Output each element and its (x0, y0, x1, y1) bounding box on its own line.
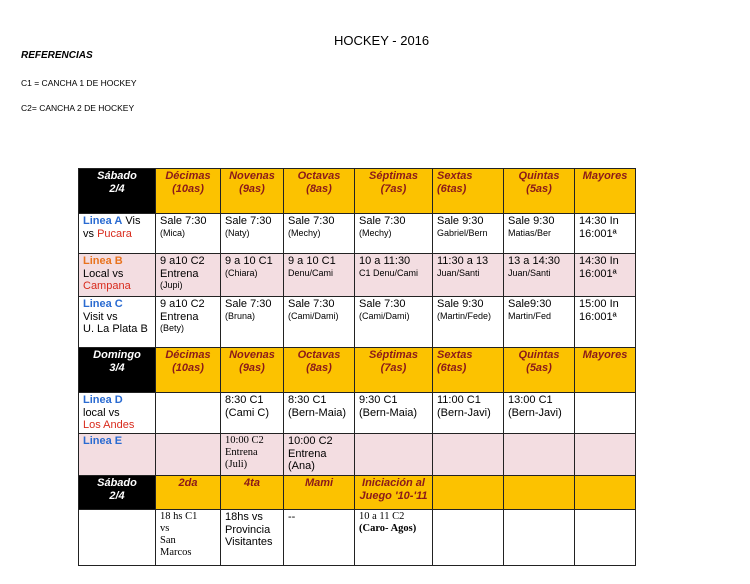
header-mami: Mami (284, 475, 355, 509)
day-cell: Domingo 3/4 (79, 348, 156, 393)
linea-d-label: Linea D local vs Los Andes (79, 393, 156, 434)
schedule-table (78, 168, 636, 566)
table-cell: 8:30 C1 (Bern-Maia) (284, 393, 355, 434)
header-empty (504, 475, 575, 509)
table-cell: 10 a 11 C2 (Caro- Agos) (355, 509, 433, 565)
header-novenas: Novenas (9as) (221, 169, 284, 214)
header-iniciacion: Iniciación al Juego '10-'11 (355, 475, 433, 509)
table-cell: Sale9:30 Martin/Fed (504, 297, 575, 348)
table-cell: Sale 9:30 (Martin/Fede) (433, 297, 504, 348)
reference-c2: C2= CANCHA 2 DE HOCKEY (21, 103, 135, 113)
table-cell: Sale 7:30 (Mechy) (355, 214, 433, 254)
table-cell: 18 hs C1 vs San Marcos (156, 509, 221, 565)
table-cell: 14:30 In 16:001ª (575, 254, 636, 297)
table-cell (355, 433, 433, 475)
table-cell (156, 433, 221, 475)
header-novenas: Novenas (9as) (221, 348, 284, 393)
header-septimas: Séptimas (7as) (355, 348, 433, 393)
table-cell: Sale 7:30 (Mica) (156, 214, 221, 254)
table-cell: 8:30 C1 (Cami C) (221, 393, 284, 434)
header-mayores: Mayores (575, 348, 636, 393)
table-cell (575, 509, 636, 565)
table-cell: Sale 9:30 Matias/Ber (504, 214, 575, 254)
table-cell: 9:30 C1 (Bern-Maia) (355, 393, 433, 434)
table-cell: Sale 7:30 (Naty) (221, 214, 284, 254)
table-cell: Sale 7:30 (Cami/Dami) (284, 297, 355, 348)
table-cell: 15:00 In 16:001ª (575, 297, 636, 348)
table-cell (575, 393, 636, 434)
table-cell: 9 a10 C2 Entrena (Jupi) (156, 254, 221, 297)
table-cell: 14:30 In 16:001ª (575, 214, 636, 254)
page-title: HOCKEY - 2016 (334, 33, 430, 48)
linea-b-label: Linea B Local vs Campana (79, 254, 156, 297)
table-cell (79, 509, 156, 565)
linea-d-row (79, 393, 636, 434)
table-cell: 11:00 C1 (Bern-Javi) (433, 393, 504, 434)
table-cell (575, 433, 636, 475)
table-cell: Sale 7:30 (Cami/Dami) (355, 297, 433, 348)
saturday-extra-row (79, 509, 636, 565)
table-cell: 9 a10 C2 Entrena (Bety) (156, 297, 221, 348)
table-cell: 13 a 14:30 Juan/Santi (504, 254, 575, 297)
table-cell (504, 433, 575, 475)
table-cell: 18hs vs Provincia Visitantes (221, 509, 284, 565)
table-cell (504, 509, 575, 565)
header-4ta: 4ta (221, 475, 284, 509)
linea-e-row (79, 433, 636, 475)
sunday-header-row (79, 348, 636, 393)
linea-e-label: Linea E (79, 433, 156, 475)
linea-b-row (79, 254, 636, 297)
references-heading: REFERENCIAS (21, 50, 93, 61)
table-cell: Sale 7:30 (Bruna) (221, 297, 284, 348)
table-cell (433, 433, 504, 475)
header-sextas: Sextas (6tas) (433, 169, 504, 214)
header-empty (433, 475, 504, 509)
header-octavas: Octavas (8as) (284, 169, 355, 214)
day-cell: Sábado 2/4 (79, 475, 156, 509)
header-octavas: Octavas (8as) (284, 348, 355, 393)
header-quintas: Quintas (5as) (504, 348, 575, 393)
table-cell: Sale 7:30 (Mechy) (284, 214, 355, 254)
linea-c-label: Linea C Visit vs U. La Plata B (79, 297, 156, 348)
table-cell: 10:00 C2 Entrena (Ana) (284, 433, 355, 475)
linea-c-row (79, 297, 636, 348)
header-sextas: Sextas (6tas) (433, 348, 504, 393)
linea-a-label: Linea A Vis vs Pucara (79, 214, 156, 254)
table-cell: 9 a 10 C1 Denu/Cami (284, 254, 355, 297)
table-cell (433, 509, 504, 565)
header-quintas: Quintas (5as) (504, 169, 575, 214)
header-2da: 2da (156, 475, 221, 509)
table-cell: 9 a 10 C1 (Chiara) (221, 254, 284, 297)
table-cell: 10:00 C2 Entrena (Juli) (221, 433, 284, 475)
table-cell: 11:30 a 13 Juan/Santi (433, 254, 504, 297)
saturday-header-row (79, 169, 636, 214)
table-cell: -- (284, 509, 355, 565)
header-empty (575, 475, 636, 509)
header-septimas: Séptimas (7as) (355, 169, 433, 214)
header-decimas: Décimas (10as) (156, 169, 221, 214)
linea-a-row (79, 214, 636, 254)
table-cell: 10 a 11:30 C1 Denu/Cami (355, 254, 433, 297)
reference-c1: C1 = CANCHA 1 DE HOCKEY (21, 78, 137, 88)
table-cell: 13:00 C1 (Bern-Javi) (504, 393, 575, 434)
header-decimas: Décimas (10as) (156, 348, 221, 393)
saturday-extra-header-row (79, 475, 636, 509)
table-cell: Sale 9:30 Gabriel/Bern (433, 214, 504, 254)
table-cell (156, 393, 221, 434)
day-cell: Sábado 2/4 (79, 169, 156, 214)
header-mayores: Mayores (575, 169, 636, 214)
